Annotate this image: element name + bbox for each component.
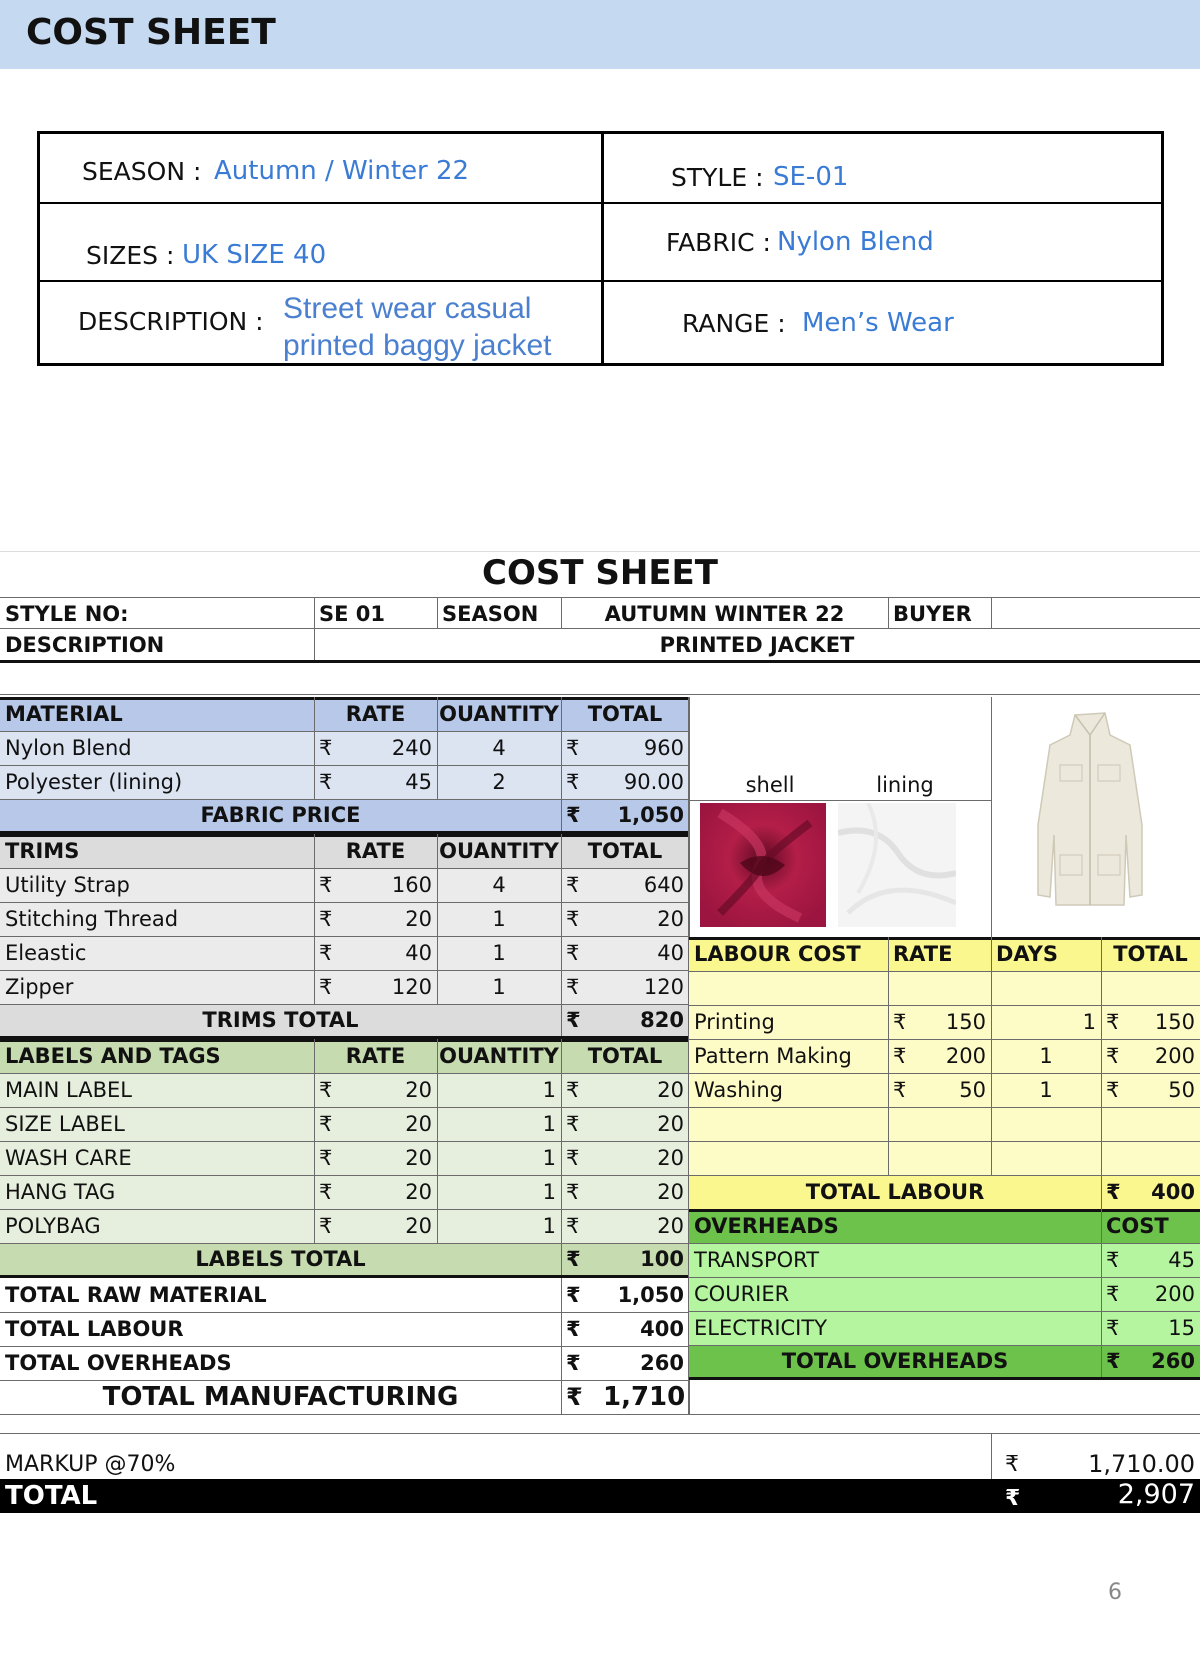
header-rows (0, 598, 1200, 660)
grid-line (0, 834, 689, 837)
material-row-name: Nylon Blend (5, 736, 132, 760)
labour-row-rate: 50 (959, 1078, 986, 1102)
grid-line (991, 1039, 992, 1073)
grid-line (1101, 1277, 1102, 1311)
labels-row-qty: 1 (542, 1078, 556, 1102)
material-row-total: 960 (643, 736, 684, 760)
season-value: AUTUMN WINTER 22 (604, 601, 845, 626)
grid-line (314, 1209, 315, 1243)
grid-line (437, 902, 438, 936)
sizes-value: UK SIZE 40 (182, 240, 327, 270)
rupee-symbol: ₹ (893, 1044, 907, 1068)
labour-header: LABOUR COST (694, 942, 861, 966)
material-row-name: Polyester (lining) (5, 770, 183, 794)
grid-line (437, 970, 438, 1004)
trims-row-rate: 120 (391, 975, 432, 999)
grid-line (1101, 1073, 1102, 1107)
trims-row-name: Eleastic (5, 941, 87, 965)
labour-row-days: 1 (1039, 1078, 1053, 1102)
grid-line (437, 1141, 438, 1175)
grid-line (561, 1039, 562, 1073)
labels-row-rate: 20 (405, 1214, 432, 1238)
labour-row-rate: 200 (945, 1044, 986, 1068)
grid-line (437, 936, 438, 970)
grid-line (561, 834, 562, 868)
rupee-symbol: ₹ (566, 1283, 581, 1307)
info-divider (40, 202, 1161, 204)
grid-line (437, 1039, 438, 1073)
fabric-label: FABRIC : (666, 228, 771, 257)
trims-subtotal-label: TRIMS TOTAL (202, 1008, 359, 1032)
grid-line (437, 868, 438, 902)
season-value: Autumn / Winter 22 (214, 156, 470, 186)
grid-line (991, 937, 992, 971)
info-divider (40, 280, 1161, 282)
trims-total-header: TOTAL (587, 839, 663, 863)
total-overheads-label: TOTAL OVERHEADS (781, 1349, 1009, 1373)
markup-value: 1,710.00 (1088, 1450, 1195, 1478)
sheet-title: COST SHEET (482, 553, 718, 593)
grid-line (991, 1433, 992, 1481)
rupee-symbol: ₹ (566, 1214, 580, 1238)
grid-line (991, 1107, 992, 1141)
rupee-symbol: ₹ (566, 1008, 581, 1032)
grid-line (1101, 1141, 1102, 1175)
description-line-2: printed baggy jacket (283, 329, 552, 362)
labels-row-name: WASH CARE (5, 1146, 132, 1170)
grid-line (689, 1141, 1200, 1142)
labels-header: LABELS AND TAGS (5, 1044, 221, 1068)
labour-days-header: DAYS (996, 942, 1059, 966)
grid-line (561, 765, 562, 799)
rupee-symbol: ₹ (1106, 1316, 1120, 1340)
grid-line (561, 1141, 562, 1175)
labour-row-name: Pattern Making (694, 1044, 852, 1068)
grid-line (888, 597, 889, 629)
trims-subtotal-value: 820 (640, 1008, 684, 1032)
labour-row-fill (689, 1107, 1200, 1141)
trims-rate-header: RATE (345, 839, 406, 863)
grid-line (314, 834, 315, 868)
grid-line (437, 834, 438, 868)
fabric-value: Nylon Blend (777, 227, 934, 257)
overheads-row-cost: 200 (1154, 1282, 1195, 1306)
rupee-symbol: ₹ (1106, 1010, 1120, 1034)
labels-subtotal-value: 100 (640, 1247, 684, 1271)
grid-line (991, 597, 992, 629)
grid-line (991, 1141, 992, 1175)
grid-line (689, 697, 690, 937)
overheads-row-cost: 45 (1168, 1248, 1195, 1272)
rupee-symbol: ₹ (319, 1112, 333, 1136)
grid-line (437, 597, 438, 629)
labour-row-fill (689, 971, 1200, 1005)
rupee-symbol: ₹ (319, 975, 333, 999)
grid-line (888, 1141, 889, 1175)
trims-row-name: Utility Strap (5, 873, 130, 897)
grid-line (561, 697, 562, 731)
grid-line (437, 1175, 438, 1209)
grand-total-value: 2,907 (1117, 1478, 1195, 1510)
labour-row-days: 1 (1039, 1044, 1053, 1068)
grid-line (1101, 937, 1102, 971)
grid-line (561, 902, 562, 936)
grid-line (991, 1073, 992, 1107)
trims-row-rate: 20 (405, 907, 432, 931)
description-line-1: Street wear casual (283, 292, 532, 325)
trims-row-name: Stitching Thread (5, 907, 179, 931)
page-title: COST SHEET (26, 12, 276, 53)
grid-line (1101, 1039, 1102, 1073)
rupee-symbol: ₹ (319, 1078, 333, 1102)
grid-line (561, 1107, 562, 1141)
labour-row-total: 200 (1154, 1044, 1195, 1068)
material-row-rate: 240 (391, 736, 432, 760)
material-subtotal-value: 1,050 (617, 803, 684, 827)
grid-line (888, 1005, 889, 1039)
labels-row-rate: 20 (405, 1078, 432, 1102)
grid-line (0, 1433, 1200, 1434)
grid-line (314, 731, 315, 765)
rupee-symbol: ₹ (566, 873, 580, 897)
grid-line (1101, 971, 1102, 1005)
grid-line (1101, 1175, 1102, 1209)
style-no-value: SE 01 (319, 601, 386, 626)
grid-line (561, 1073, 562, 1107)
trims-row-total: 120 (643, 975, 684, 999)
grid-line (1101, 1345, 1102, 1377)
grid-line (437, 765, 438, 799)
labour-row-name: Printing (694, 1010, 775, 1034)
summary-value: 400 (640, 1317, 684, 1341)
grid-line (1101, 1209, 1102, 1243)
labels-row-total: 20 (657, 1112, 684, 1136)
labels-row-qty: 1 (542, 1112, 556, 1136)
trims-row-name: Zipper (5, 975, 74, 999)
material-row-qty: 2 (492, 770, 506, 794)
grid-line (561, 1380, 562, 1414)
overheads-row-name: ELECTRICITY (694, 1316, 828, 1340)
labels-row-total: 20 (657, 1180, 684, 1204)
grid-line (561, 1175, 562, 1209)
sizes-label: SIZES : (86, 241, 175, 270)
labour-row-total: 50 (1168, 1078, 1195, 1102)
info-divider (601, 131, 604, 366)
grid-line (0, 660, 1200, 663)
labels-row-total: 20 (657, 1078, 684, 1102)
total-overheads-value: 260 (1151, 1349, 1195, 1373)
trims-row-qty: 1 (492, 975, 506, 999)
buyer-label: BUYER (893, 601, 972, 626)
rupee-symbol: ₹ (566, 736, 580, 760)
grid-line (314, 902, 315, 936)
grid-line (314, 1141, 315, 1175)
labels-subtotal-label: LABELS TOTAL (195, 1247, 366, 1271)
grid-line (314, 1073, 315, 1107)
rupee-symbol: ₹ (1106, 1078, 1120, 1102)
grid-line (0, 628, 1200, 629)
grid-line (689, 971, 1200, 972)
grid-line (314, 936, 315, 970)
rupee-symbol: ₹ (566, 1180, 580, 1204)
labour-row-name: Washing (694, 1078, 784, 1102)
rupee-symbol: ₹ (319, 873, 333, 897)
material-row-qty: 4 (492, 736, 506, 760)
rupee-symbol: ₹ (566, 941, 580, 965)
rupee-symbol: ₹ (1005, 1451, 1019, 1477)
trims-qty-header: OUANTITY (439, 839, 559, 863)
material-row-rate: 45 (405, 770, 432, 794)
grid-line (1101, 1243, 1102, 1277)
season-label: SEASON (442, 601, 539, 626)
rupee-symbol: ₹ (319, 770, 333, 794)
range-value: Men’s Wear (802, 308, 954, 338)
grid-line (561, 1312, 562, 1346)
grid-line (561, 868, 562, 902)
total-labour-value: 400 (1151, 1180, 1195, 1204)
rupee-symbol: ₹ (319, 1180, 333, 1204)
rupee-symbol: ₹ (1106, 1248, 1120, 1272)
rupee-symbol: ₹ (566, 770, 580, 794)
grid-line (888, 971, 889, 1005)
rupee-symbol: ₹ (566, 1112, 580, 1136)
labour-total-header: TOTAL (1113, 942, 1188, 966)
rupee-symbol: ₹ (319, 1214, 333, 1238)
overheads-row-name: COURIER (694, 1282, 790, 1306)
rupee-symbol: ₹ (1106, 1349, 1121, 1373)
grid-line (991, 1005, 992, 1039)
rupee-symbol: ₹ (566, 803, 581, 827)
labels-row-rate: 20 (405, 1180, 432, 1204)
grid-line (561, 936, 562, 970)
grid-line (314, 868, 315, 902)
grid-line (561, 1004, 562, 1036)
trims-row-rate: 160 (391, 873, 432, 897)
labels-row-name: POLYBAG (5, 1214, 101, 1238)
labels-row-total: 20 (657, 1214, 684, 1238)
grand-total-label: TOTAL (5, 1481, 98, 1511)
range-label: RANGE : (682, 309, 786, 338)
grid-line (561, 970, 562, 1004)
rupee-symbol: ₹ (893, 1010, 907, 1034)
grid-line (314, 970, 315, 1004)
grid-line (1101, 1005, 1102, 1039)
jacket-image (1030, 705, 1150, 915)
labels-row-qty: 1 (542, 1180, 556, 1204)
grid-line (561, 799, 562, 831)
labels-row-name: SIZE LABEL (5, 1112, 125, 1136)
rupee-symbol: ₹ (566, 1317, 581, 1341)
labels-row-rate: 20 (405, 1112, 432, 1136)
grid-line (437, 1107, 438, 1141)
overheads-row-name: TRANSPORT (694, 1248, 820, 1272)
style-no-label: STYLE NO: (5, 601, 129, 626)
grid-line (0, 1414, 1200, 1415)
grid-line (689, 1107, 1200, 1108)
grid-line (0, 597, 1200, 598)
grid-line (437, 1073, 438, 1107)
grid-line (561, 1243, 562, 1275)
grid-line (437, 697, 438, 731)
trims-row-qty: 1 (492, 907, 506, 931)
grid-line (437, 731, 438, 765)
grid-line (314, 1107, 315, 1141)
sheet-top-rule (0, 551, 1200, 552)
overheads-row-cost: 15 (1168, 1316, 1195, 1340)
rupee-symbol: ₹ (566, 1247, 581, 1271)
total-manufacturing-value: 1,710 (603, 1382, 686, 1412)
grid-line (314, 597, 315, 629)
labour-row-days: 1 (1082, 1010, 1096, 1034)
total-manufacturing-label: TOTAL MANUFACTURING (102, 1382, 459, 1412)
rupee-symbol: ₹ (319, 907, 333, 931)
summary-value: 1,050 (617, 1283, 684, 1307)
grid-line (689, 800, 991, 801)
rupee-symbol: ₹ (893, 1078, 907, 1102)
description-value: PRINTED JACKET (659, 632, 855, 657)
lining-label: lining (876, 773, 934, 797)
rupee-symbol: ₹ (566, 1078, 580, 1102)
labour-row-total: 150 (1154, 1010, 1195, 1034)
style-value: SE-01 (773, 162, 849, 192)
rupee-symbol: ₹ (1106, 1044, 1120, 1068)
description-label: DESCRIPTION (5, 632, 165, 657)
grid-line (1101, 1107, 1102, 1141)
grid-line (314, 1175, 315, 1209)
material-header: MATERIAL (5, 702, 123, 726)
markup-label: MARKUP @70% (5, 1451, 176, 1477)
description-label: DESCRIPTION : (78, 307, 264, 336)
trims-row-rate: 40 (405, 941, 432, 965)
grid-line (314, 1039, 315, 1073)
style-label: STYLE : (671, 163, 764, 192)
labels-row-total: 20 (657, 1146, 684, 1170)
summary-label: TOTAL RAW MATERIAL (5, 1283, 267, 1307)
grid-line (689, 1377, 1200, 1380)
rupee-symbol: ₹ (566, 907, 580, 931)
labour-row-rate: 150 (945, 1010, 986, 1034)
shell-label: shell (745, 773, 795, 797)
trims-row-total: 20 (657, 907, 684, 931)
grid-line (561, 1346, 562, 1380)
labels-row-qty: 1 (542, 1146, 556, 1170)
shell-fabric-swatch (700, 803, 826, 927)
rupee-symbol: ₹ (319, 941, 333, 965)
page-number: 6 (1108, 1580, 1122, 1605)
labels-rate-header: RATE (345, 1044, 406, 1068)
rupee-symbol: ₹ (319, 1146, 333, 1170)
labour-rate-header: RATE (893, 942, 953, 966)
grid-line (1101, 1311, 1102, 1345)
season-label: SEASON : (82, 157, 202, 186)
total-labour-label: TOTAL LABOUR (805, 1180, 985, 1204)
labels-row-qty: 1 (542, 1214, 556, 1238)
grid-line (888, 937, 889, 971)
labels-total-header: TOTAL (587, 1044, 663, 1068)
labels-qty-header: OUANTITY (439, 1044, 559, 1068)
grid-line (0, 697, 689, 700)
grid-line (888, 1039, 889, 1073)
labels-row-name: MAIN LABEL (5, 1078, 132, 1102)
material-subtotal-label: FABRIC PRICE (200, 803, 361, 827)
rupee-symbol: ₹ (319, 736, 333, 760)
rupee-symbol: ₹ (566, 1146, 580, 1170)
grid-line (0, 1039, 689, 1042)
summary-label: TOTAL OVERHEADS (5, 1351, 232, 1375)
grid-line (314, 765, 315, 799)
grid-line (314, 628, 315, 660)
summary-value: 260 (640, 1351, 684, 1375)
rupee-symbol: ₹ (566, 1351, 581, 1375)
summary-label: TOTAL LABOUR (5, 1317, 184, 1341)
grid-line (991, 697, 992, 937)
grid-line (888, 1073, 889, 1107)
grid-line (561, 597, 562, 629)
trims-row-total: 40 (657, 941, 684, 965)
grid-line (561, 1278, 562, 1312)
material-row-total: 90.00 (623, 770, 684, 794)
labels-row-rate: 20 (405, 1146, 432, 1170)
rupee-symbol: ₹ (566, 975, 580, 999)
labour-row-fill (689, 1141, 1200, 1175)
grid-line (314, 697, 315, 731)
grid-line (991, 971, 992, 1005)
trims-row-total: 640 (643, 873, 684, 897)
overheads-header: OVERHEADS (694, 1214, 839, 1238)
material-rate-header: RATE (345, 702, 406, 726)
rupee-symbol: ₹ (566, 1383, 583, 1411)
grid-line (561, 731, 562, 765)
grid-line (0, 694, 1200, 695)
grid-line (437, 1209, 438, 1243)
rupee-symbol: ₹ (1005, 1485, 1021, 1511)
rupee-symbol: ₹ (1106, 1282, 1120, 1306)
rupee-symbol: ₹ (1106, 1180, 1121, 1204)
trims-header: TRIMS (5, 839, 80, 863)
material-qty-header: OUANTITY (439, 702, 559, 726)
material-total-header: TOTAL (587, 702, 663, 726)
lining-fabric-swatch (838, 803, 956, 927)
grid-line (888, 1107, 889, 1141)
overheads-cost-header: COST (1106, 1214, 1169, 1238)
grid-line (561, 1209, 562, 1243)
trims-row-qty: 4 (492, 873, 506, 897)
labels-row-name: HANG TAG (5, 1180, 116, 1204)
trims-row-qty: 1 (492, 941, 506, 965)
